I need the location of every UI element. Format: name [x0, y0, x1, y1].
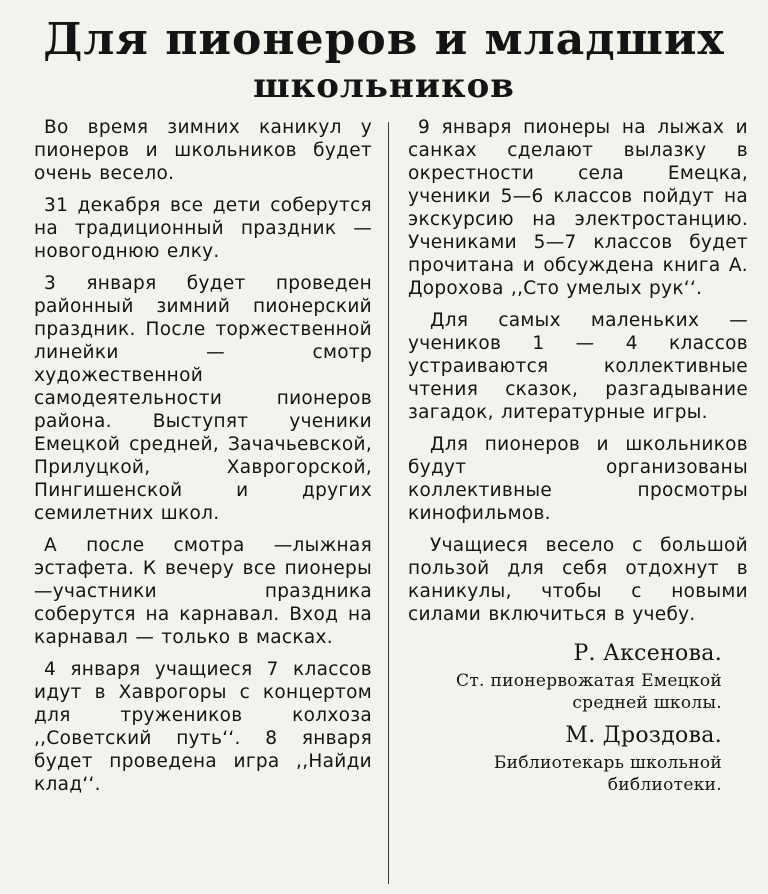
author-role: Ст. пионервожатая Емецкой	[456, 671, 722, 691]
article-paragraph: Для пионеров и школьников будут организованы коллективные просмотры кинофильмов.	[408, 434, 748, 524]
author-role: Библиотекарь школьной	[493, 753, 722, 773]
author-role: средней школы.	[572, 693, 722, 713]
author-role: библиотеки.	[607, 775, 722, 795]
article-paragraph: Во время зимних каникул у пионеров и школьников будет очень весело.	[34, 117, 372, 184]
column-divider	[388, 122, 389, 884]
article-title-line-1: Для пионеров и младших	[43, 14, 725, 65]
left-column	[34, 116, 372, 805]
article-paragraph: 31 декабря все дети соберутся на традиционный праздник — новогоднюю елку.	[34, 195, 372, 262]
article-paragraph: Учащиеся весело с большой пользой для себя отдохнут в каникулы, чтобы с новыми силами включиться в учебу.	[408, 535, 748, 625]
right-column	[408, 116, 748, 796]
author-name: М. Дроздова.	[565, 723, 722, 748]
signature-block	[408, 722, 748, 796]
article-paragraph: 4 января учащиеся 7 классов идут в Хаврогоры с концертом для тружеников колхоза ,,Советский путь‘‘. 8 января будет проведена игра ,,Найди клад‘‘.	[34, 659, 372, 795]
article-title-line-2: школьников	[253, 66, 515, 106]
article-paragraph: 9 января пионеры на лыжах и санках сделают вылазку в окрестности села Емецка, ученики 5—6 классов пойдут на экскурсию на электростанцию. Учениками 5—7 классов будет прочитана и обсуждена книга А. Дорохова ,,Сто умелых рук‘‘.	[408, 117, 748, 299]
article-paragraph: 3 января будет проведен районный зимний пионерский праздник. После торжественной линейки — смотр художественной самодеятельности пионеров района. Выступят ученики Емецкой средней, Зачачьевской, Прилуцкой, Хаврогорской, Пингишенской и других семилетних школ.	[34, 273, 372, 524]
article-paragraph: Для самых маленьких — учеников 1 — 4 классов устраиваются коллективные чтения сказок, разгадывание загадок, литературные игры.	[408, 310, 748, 423]
article-paragraph: А после смотра —лыжная эстафета. К вечеру все пионеры—участники праздника соберутся на карнавал. Вход на карнавал — только в масках.	[34, 535, 372, 648]
signature-block	[408, 640, 748, 714]
author-name: Р. Аксенова.	[573, 641, 722, 666]
